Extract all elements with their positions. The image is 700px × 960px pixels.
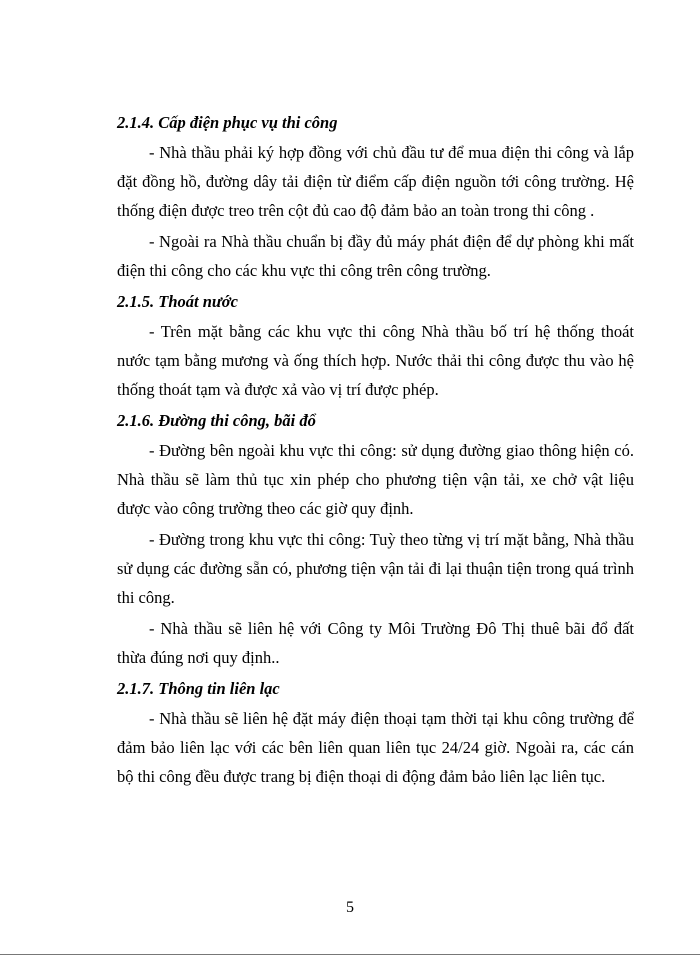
- paragraph: - Đường bên ngoài khu vực thi công: sử dụng đường giao thông hiện có. Nhà thầu sẽ làm thủ tục xin phép cho phương tiện vận tải, xe chở vật liệu được vào công trường theo các giờ quy định.: [117, 441, 634, 518]
- section-2-1-6: [117, 406, 634, 672]
- section-2-1-7: [117, 674, 634, 791]
- section-heading: 2.1.6. Đường thi công, bãi đổ: [117, 411, 316, 430]
- paragraph: - Đường trong khu vực thi công: Tuỳ theo từng vị trí mặt bằng, Nhà thầu sử dụng các đường sẵn có, phương tiện vận tải đi lại thuận tiện trong quá trình thi công.: [117, 530, 634, 607]
- paragraph: - Nhà thầu sẽ liên hệ đặt máy điện thoại tạm thời tại khu công trường để đảm bảo liên lạc với các bên liên quan liên tục 24/24 giờ. Ngoài ra, các cán bộ thi công đều được trang bị điện thoại di động đảm bảo liên lạc liên tục.: [117, 709, 634, 786]
- paragraph: - Nhà thầu phải ký hợp đồng với chủ đầu tư để mua điện thi công và lắp đặt đồng hồ, đường dây tải điện từ điểm cấp điện nguồn tới công trường. Hệ thống điện được treo trên cột đủ cao độ đảm bảo an toàn trong thi công .: [117, 143, 634, 220]
- section-heading: 2.1.7. Thông tin liên lạc: [117, 679, 280, 698]
- section-heading: 2.1.5. Thoát nước: [117, 292, 238, 311]
- section-2-1-5: [117, 287, 634, 404]
- paragraph: - Ngoài ra Nhà thầu chuẩn bị đầy đủ máy phát điện để dự phòng khi mất điện thi công cho các khu vực thi công trên công trường.: [117, 232, 634, 280]
- paragraph: - Nhà thầu sẽ liên hệ với Công ty Môi Trường Đô Thị thuê bãi đổ đất thừa đúng nơi quy định..: [117, 619, 634, 667]
- section-heading: 2.1.4. Cấp điện phục vụ thi công: [117, 113, 338, 132]
- section-2-1-4: [117, 108, 634, 285]
- page-bottom-divider: [0, 954, 700, 955]
- page-number: 5: [346, 899, 354, 916]
- page-content: [117, 108, 634, 793]
- paragraph: - Trên mặt bằng các khu vực thi công Nhà thầu bố trí hệ thống thoát nước tạm bằng mương và ống thích hợp. Nước thải thi công được thu vào hệ thống thoát tạm và được xả vào vị trí được phép.: [117, 322, 634, 399]
